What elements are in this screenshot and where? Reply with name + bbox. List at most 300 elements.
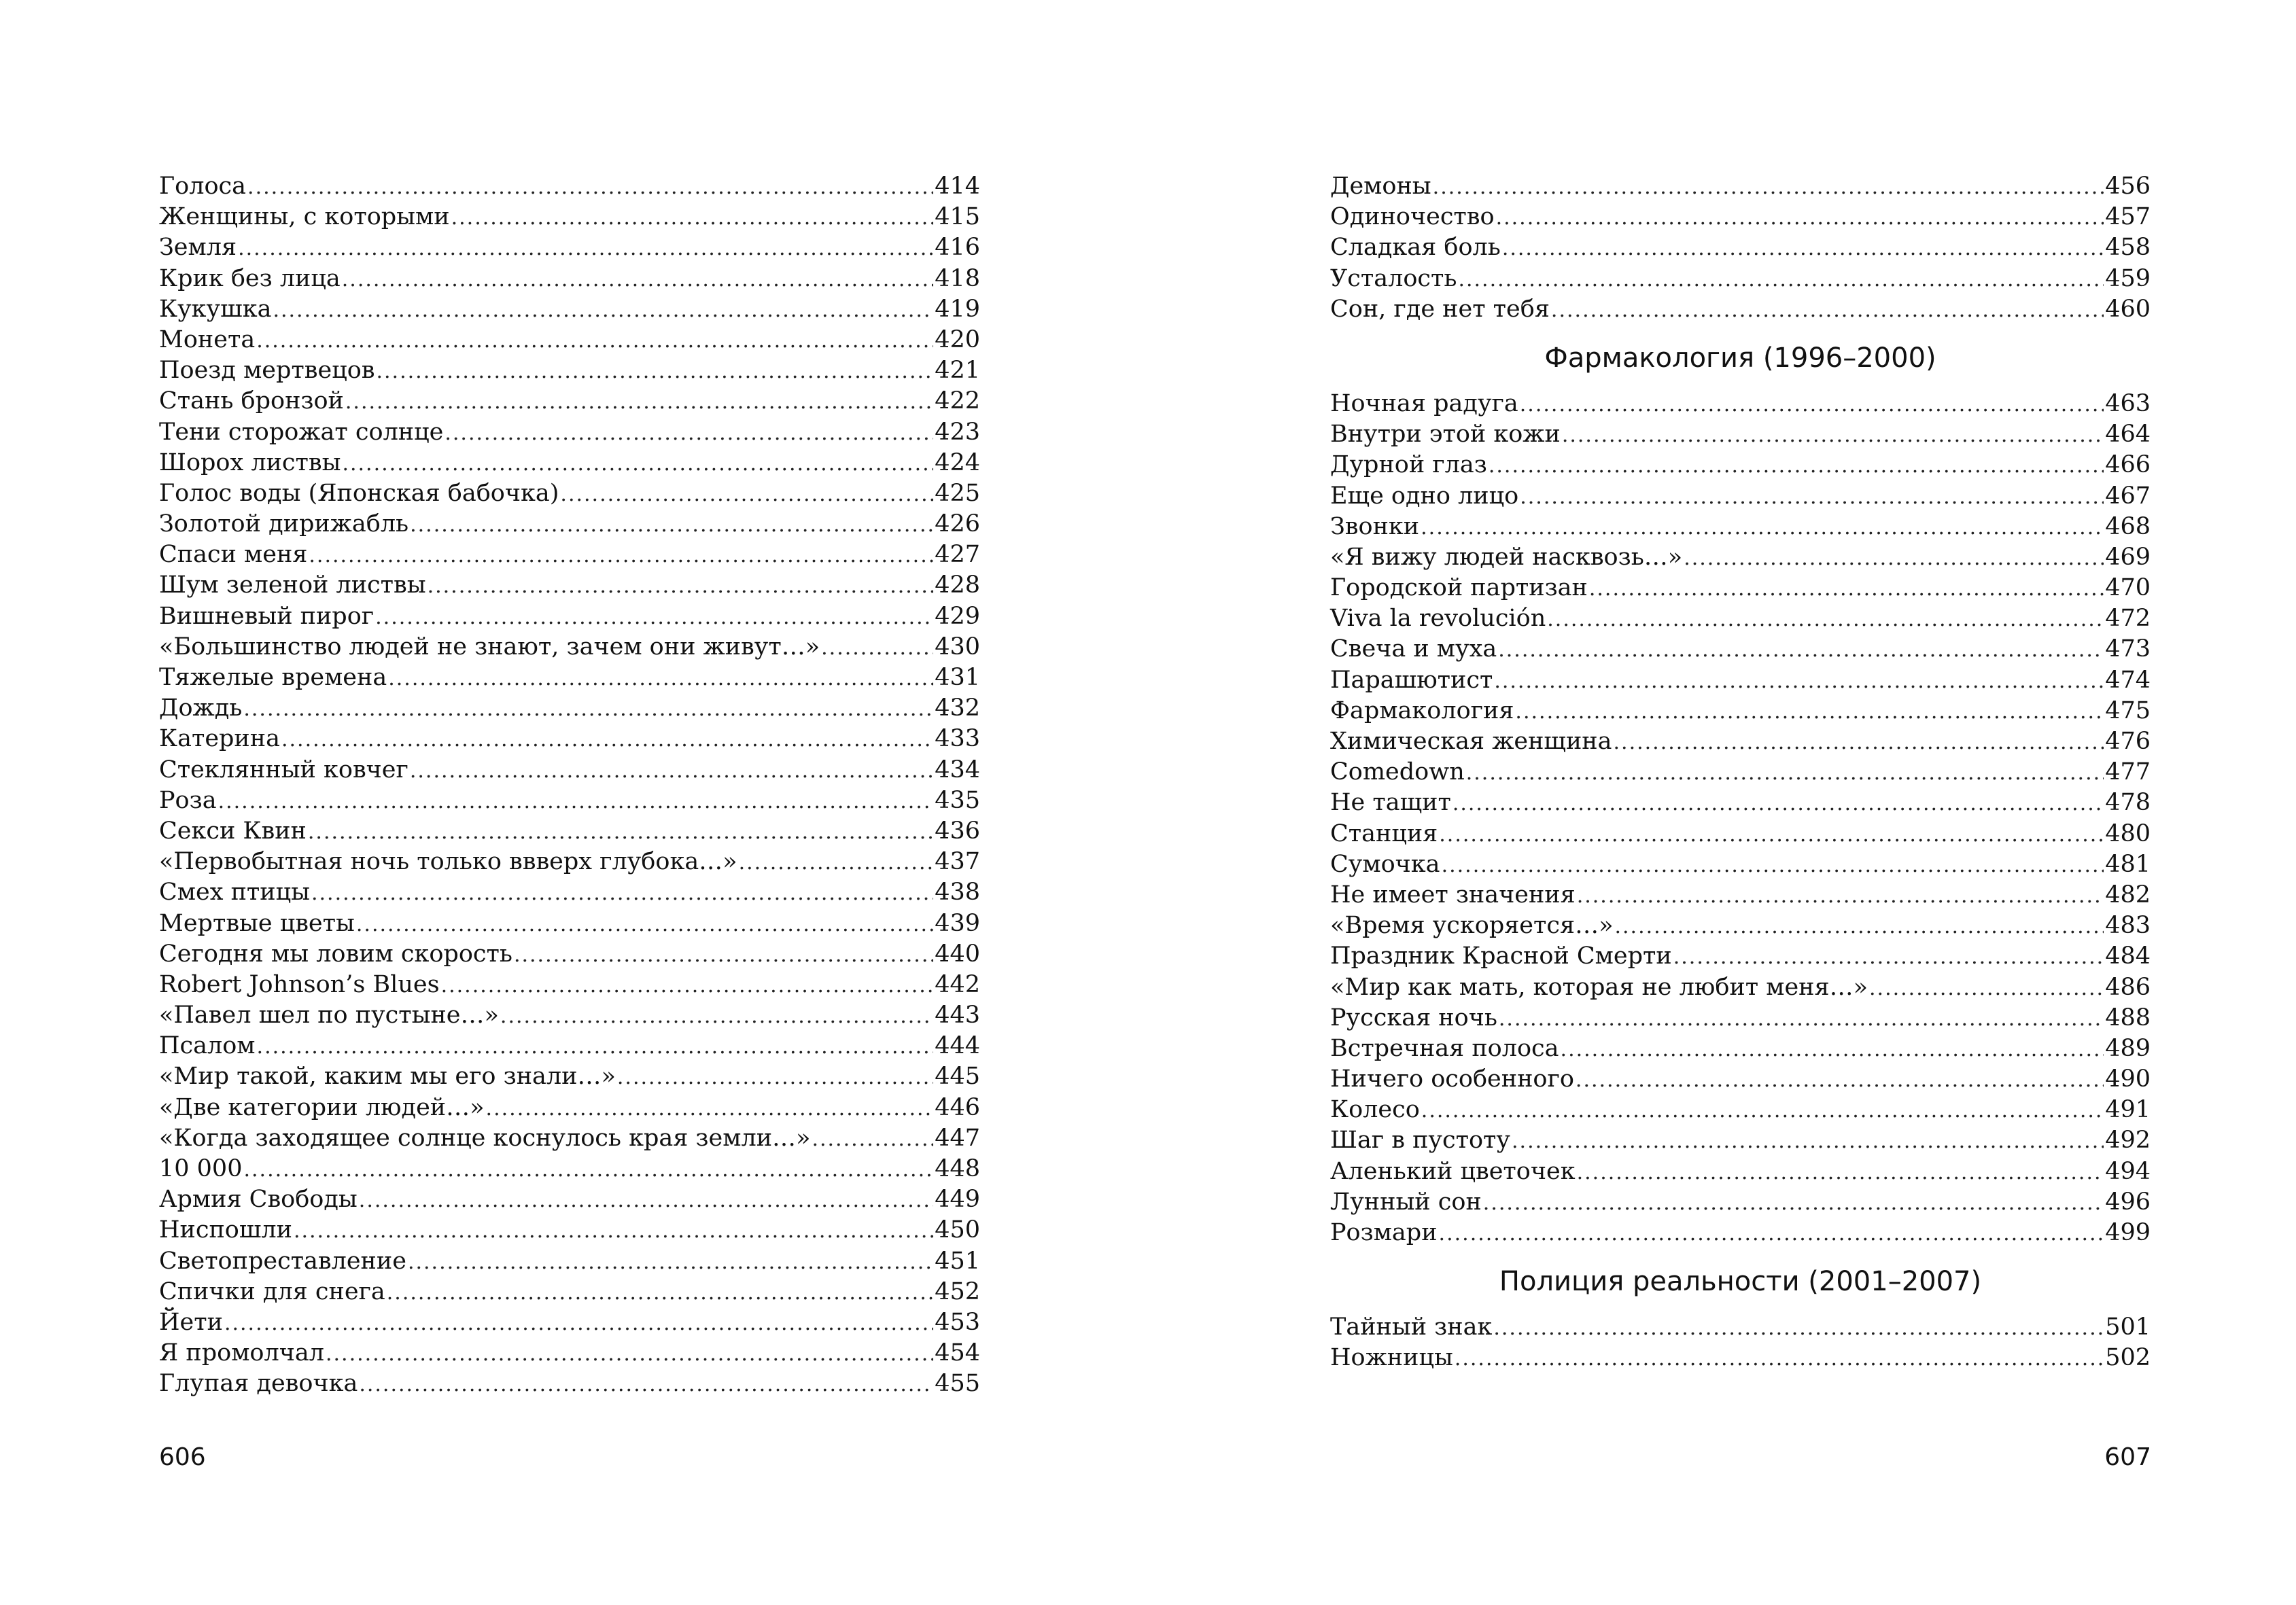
toc-entry [159, 294, 980, 325]
toc-entry-title: Монета [159, 325, 256, 353]
toc-entry-title: Стеклянный ковчег [159, 756, 408, 783]
dot-leader [1551, 295, 2104, 325]
dot-leader [308, 817, 933, 847]
toc-entry [1330, 542, 2151, 573]
toc-entry-page: 449 [935, 1186, 980, 1214]
toc-entry [1330, 202, 2151, 232]
dot-leader [238, 233, 933, 264]
toc-entry-title: Колесо [1330, 1096, 1420, 1124]
toc-entry [1330, 757, 2151, 788]
section-heading-pharmacology: Фармакология (1996–2000) [1544, 342, 1936, 374]
dot-leader [359, 1185, 933, 1216]
toc-entry-title: Шаг в пустоту [1330, 1127, 1511, 1154]
toc-entry [159, 939, 980, 970]
dot-leader [224, 1308, 933, 1339]
toc-entry [159, 1246, 980, 1277]
dot-leader [1577, 881, 2104, 911]
dot-leader [1493, 1313, 2104, 1343]
toc-entry-page: 427 [935, 541, 980, 569]
toc-entry-title: Городской партизан [1330, 574, 1588, 602]
toc-entry-page: 446 [935, 1093, 980, 1121]
toc-entry-title: Демоны [1330, 173, 1431, 200]
toc-entry-title: «Когда заходящее солнце коснулось края земли…» [159, 1124, 811, 1152]
dot-leader [1614, 911, 2104, 942]
toc-entry-title: Robert Johnson’s Blues [159, 970, 440, 998]
toc-entry-title: Глупая девочка [159, 1370, 358, 1398]
toc-entry-page: 483 [2105, 912, 2151, 940]
toc-entry-title: «Я вижу людей насквозь…» [1330, 543, 1683, 571]
dot-leader [359, 1369, 933, 1400]
toc-entry-page: 448 [935, 1155, 980, 1182]
dot-leader [1673, 942, 2104, 972]
toc-entry [159, 1000, 980, 1031]
toc-entry [1330, 788, 2151, 818]
dot-leader [1561, 1034, 2104, 1065]
toc-entry-page: 460 [2105, 295, 2151, 323]
dot-leader [1512, 1126, 2104, 1157]
toc-entry-page: 444 [935, 1032, 980, 1060]
toc-entry [159, 1184, 980, 1215]
toc-entry-title: Шум зеленой листвы [159, 571, 426, 599]
toc-entry-title: Русская ночь [1330, 1004, 1497, 1031]
toc-entry-title: «Первобытная ночь только ввверх глубока…» [159, 848, 737, 876]
section-heading-reality-police: Полиция реальности (2001–2007) [1499, 1266, 1982, 1298]
toc-entry [159, 540, 980, 570]
toc-entry-title: Ножницы [1330, 1344, 1453, 1372]
toc-entry-title: Внутри этой кожи [1330, 421, 1561, 448]
toc-entry [159, 693, 980, 724]
toc-entry-page: 440 [935, 940, 980, 968]
toc-entry [159, 877, 980, 908]
dot-leader [1499, 1004, 2104, 1034]
toc-entry [159, 601, 980, 632]
dot-leader [1453, 788, 2104, 819]
toc-entry-page: 451 [935, 1247, 980, 1275]
toc-entry [1330, 911, 2151, 941]
dot-leader [441, 970, 934, 1001]
toc-list-right-top [1330, 171, 2151, 325]
toc-entry-title: Станция [1330, 819, 1438, 847]
toc-entry [1330, 726, 2151, 757]
toc-entry-page: 454 [935, 1339, 980, 1367]
toc-entry-page: 499 [2105, 1219, 2151, 1246]
toc-entry-page: 415 [935, 203, 980, 231]
toc-entry-page: 455 [935, 1370, 980, 1398]
dot-leader [1496, 202, 2104, 233]
toc-entry-page: 489 [2105, 1034, 2151, 1062]
dot-leader [451, 202, 934, 233]
toc-entry [159, 1093, 980, 1123]
toc-entry [1330, 232, 2151, 263]
dot-leader [1502, 233, 2104, 264]
toc-entry-title: Viva la revolución [1330, 605, 1546, 633]
toc-entry-page: 496 [2105, 1188, 2151, 1216]
dot-leader [1576, 1065, 2104, 1095]
toc-entry-title: Сегодня мы ловим скорость [159, 940, 512, 968]
toc-entry-page: 450 [935, 1216, 980, 1244]
toc-entry-title: Розмари [1330, 1219, 1438, 1246]
toc-entry-title: Тяжелые времена [159, 664, 387, 691]
dot-leader [1614, 727, 2104, 758]
toc-entry-page: 447 [935, 1124, 980, 1152]
toc-entry [1330, 849, 2151, 880]
toc-entry-page: 435 [935, 786, 980, 814]
toc-entry-page: 488 [2105, 1004, 2151, 1031]
toc-entry [159, 1277, 980, 1307]
toc-entry-page: 438 [935, 879, 980, 906]
toc-entry [1330, 264, 2151, 294]
toc-entry [1330, 603, 2151, 634]
toc-entry-title: Секси Квин [159, 817, 307, 845]
toc-entry [159, 724, 980, 754]
toc-entry-title: Свеча и муха [1330, 635, 1497, 663]
dot-leader [281, 724, 933, 755]
toc-entry-title: «Мир такой, каким мы его знали…» [159, 1063, 616, 1091]
toc-entry-page: 456 [2105, 173, 2151, 200]
dot-leader [311, 878, 933, 909]
dot-leader [500, 1001, 933, 1031]
toc-entry-title: Фармакология [1330, 696, 1514, 724]
toc-entry-page: 433 [935, 725, 980, 753]
dot-leader [821, 633, 933, 663]
toc-entry-page: 452 [935, 1277, 980, 1305]
toc-entry-title: «Время ускоряется…» [1330, 912, 1614, 940]
toc-entry [1330, 171, 2151, 202]
toc-entry [1330, 1187, 2151, 1218]
toc-entry [159, 264, 980, 294]
toc-entry [159, 325, 980, 355]
dot-leader [410, 510, 933, 540]
toc-entry [159, 1154, 980, 1184]
toc-list-left [159, 171, 980, 1400]
toc-entry [1330, 634, 2151, 665]
toc-entry [1330, 573, 2151, 603]
toc-entry-page: 436 [935, 817, 980, 845]
toc-entry-title: Светопреставление [159, 1247, 406, 1275]
dot-leader [1547, 604, 2104, 635]
dot-leader [1439, 1218, 2104, 1249]
toc-entry [1330, 1312, 2151, 1343]
toc-entry-page: 414 [935, 173, 980, 200]
toc-entry [1330, 819, 2151, 849]
toc-entry-page: 421 [935, 357, 980, 385]
toc-entry-title: Звонки [1330, 512, 1420, 540]
toc-entry-page: 482 [2105, 881, 2151, 909]
dot-leader [1466, 758, 2104, 788]
toc-entry-title: Тайный знак [1330, 1313, 1493, 1341]
dot-leader [1458, 264, 2104, 295]
toc-entry [159, 570, 980, 601]
toc-entry-title: Йети [159, 1308, 223, 1336]
toc-entry [159, 509, 980, 540]
toc-entry-page: 428 [935, 571, 980, 599]
dot-leader [345, 387, 933, 417]
toc-entry [159, 1061, 980, 1092]
toc-entry-page: 464 [2105, 421, 2151, 448]
toc-entry [1330, 1095, 2151, 1125]
toc-entry-page: 459 [2105, 264, 2151, 292]
toc-entry-page: 492 [2105, 1127, 2151, 1154]
toc-entry [159, 232, 980, 263]
toc-entry-page: 486 [2105, 973, 2151, 1001]
toc-entry [1330, 880, 2151, 911]
toc-entry-page: 429 [935, 602, 980, 630]
toc-entry-title: Сладкая боль [1330, 234, 1501, 262]
toc-entry-page: 445 [935, 1063, 980, 1091]
toc-entry-title: Одиночество [1330, 203, 1495, 231]
toc-entry-page: 457 [2105, 203, 2151, 231]
dot-leader [1483, 1188, 2104, 1218]
toc-entry-page: 434 [935, 756, 980, 783]
toc-entry-title: Земля [159, 234, 237, 262]
toc-entry [159, 1031, 980, 1061]
toc-entry-title: Тени сторожат солнце [159, 418, 444, 446]
dot-leader [445, 418, 933, 448]
toc-entry-page: 443 [935, 1002, 980, 1029]
toc-entry-title: Спаси меня [159, 541, 308, 569]
toc-entry [1330, 1157, 2151, 1187]
toc-entry-title: Спички для снега [159, 1277, 385, 1305]
dot-leader [356, 909, 933, 940]
toc-entry-title: Крик без лица [159, 264, 341, 292]
dot-leader [326, 1339, 933, 1369]
toc-entry [1330, 1034, 2151, 1064]
toc-entry-page: 423 [935, 418, 980, 446]
toc-entry-title: Золотой дирижабль [159, 510, 409, 538]
toc-entry [1330, 294, 2151, 325]
dot-leader [1520, 482, 2104, 512]
dot-leader [1498, 635, 2104, 665]
toc-entry-title: Парашютист [1330, 666, 1493, 694]
dot-leader [1439, 819, 2104, 850]
toc-entry [1330, 450, 2151, 480]
toc-entry-title: «Павел шел по пустыне…» [159, 1002, 499, 1029]
toc-entry-page: 469 [2105, 543, 2151, 571]
toc-entry-page: 478 [2105, 789, 2151, 817]
toc-entry-page: 453 [935, 1308, 980, 1336]
toc-entry-title: Дождь [159, 694, 243, 722]
toc-entry-title: Праздник Красной Смерти [1330, 942, 1672, 970]
dot-leader [1562, 420, 2104, 451]
dot-leader [1494, 666, 2104, 696]
toc-entry-page: 430 [935, 633, 980, 660]
toc-entry [159, 755, 980, 786]
dot-leader [342, 448, 933, 479]
toc-entry-title: «Мир как мать, которая не любит меня…» [1330, 973, 1868, 1001]
toc-entry [159, 1369, 980, 1399]
toc-entry-page: 468 [2105, 512, 2151, 540]
toc-entry-title: Не имеет значения [1330, 881, 1576, 909]
dot-leader [375, 602, 933, 633]
toc-entry-title: Аленький цветочек [1330, 1157, 1576, 1185]
toc-entry [159, 632, 980, 663]
toc-entry [159, 847, 980, 877]
toc-entry-title: Голоса [159, 173, 247, 200]
toc-entry-title: Я промолчал [159, 1339, 324, 1367]
toc-entry-title: Химическая женщина [1330, 728, 1612, 755]
dot-leader [309, 540, 933, 571]
dot-leader [1577, 1157, 2104, 1188]
dot-leader [376, 356, 933, 387]
dot-leader [1421, 512, 2104, 543]
toc-entry-page: 472 [2105, 605, 2151, 633]
toc-entry [1330, 665, 2151, 696]
toc-entry-title: Не тащит [1330, 789, 1451, 817]
toc-entry-title: «Две категории людей…» [159, 1093, 485, 1121]
dot-leader [342, 264, 933, 295]
dot-leader [256, 325, 933, 356]
toc-entry-page: 439 [935, 909, 980, 937]
toc-entry-title: «Большинство людей не знают, зачем они живут…» [159, 633, 820, 660]
toc-entry-page: 467 [2105, 482, 2151, 510]
toc-entry [1330, 941, 2151, 972]
dot-leader [1489, 451, 2104, 481]
toc-entry-page: 476 [2105, 728, 2151, 755]
toc-entry-title: Мертвые цветы [159, 909, 355, 937]
toc-entry [159, 171, 980, 202]
toc-entry [159, 909, 980, 939]
toc-entry [1330, 1218, 2151, 1248]
toc-entry-title: Сумочка [1330, 850, 1440, 878]
toc-entry [1330, 512, 2151, 542]
toc-entry-page: 481 [2105, 850, 2151, 878]
toc-entry [1330, 1003, 2151, 1034]
toc-list-pharmacology [1330, 389, 2151, 1248]
toc-entry [1330, 696, 2151, 726]
dot-leader [243, 694, 933, 724]
dot-leader [218, 786, 934, 817]
toc-entry [1330, 1343, 2151, 1373]
toc-entry [159, 417, 980, 448]
page-number-left: 606 [159, 1443, 206, 1471]
dot-leader [812, 1124, 933, 1154]
toc-entry [159, 786, 980, 816]
toc-entry-title: Встречная полоса [1330, 1034, 1559, 1062]
toc-entry-page: 466 [2105, 451, 2151, 479]
toc-entry-page: 502 [2105, 1344, 2151, 1372]
toc-entry-page: 490 [2105, 1065, 2151, 1093]
dot-leader [739, 847, 934, 878]
toc-entry-title: Ночная радуга [1330, 389, 1518, 417]
toc-entry-title: Ничего особенного [1330, 1065, 1574, 1093]
toc-entry [1330, 1125, 2151, 1156]
toc-entry-page: 477 [2105, 758, 2151, 786]
toc-entry-page: 437 [935, 848, 980, 876]
toc-entry-title: Поезд мертвецов [159, 357, 375, 385]
toc-entry-page: 418 [935, 264, 980, 292]
dot-leader [387, 1277, 933, 1308]
dot-leader [294, 1216, 933, 1246]
dot-leader [257, 1031, 934, 1062]
dot-leader [1455, 1343, 2104, 1374]
toc-entry-title: Катерина [159, 725, 280, 753]
dot-leader [408, 1247, 933, 1277]
dot-leader [560, 479, 933, 510]
toc-entry-title: Женщины, с которыми [159, 203, 450, 231]
toc-entry-title: Голос воды (Японская бабочка) [159, 479, 559, 507]
toc-entry-page: 475 [2105, 696, 2151, 724]
toc-entry [159, 202, 980, 232]
toc-entry-title: Кукушка [159, 295, 272, 323]
dot-leader [617, 1062, 933, 1093]
toc-entry-title: Comedown [1330, 758, 1465, 786]
toc-entry [1330, 1064, 2151, 1095]
dot-leader [1869, 973, 2104, 1004]
toc-entry [159, 355, 980, 386]
dot-leader [486, 1093, 934, 1124]
toc-entry-page: 425 [935, 479, 980, 507]
dot-leader [428, 571, 934, 601]
toc-entry [159, 816, 980, 847]
toc-entry [1330, 972, 2151, 1003]
dot-leader [410, 756, 933, 786]
toc-entry-title: 10 000 [159, 1155, 243, 1182]
toc-entry-title: Вишневый пирог [159, 602, 375, 630]
toc-entry-title: Стань бронзой [159, 387, 344, 415]
toc-entry-title: Еще одно лицо [1330, 482, 1519, 510]
toc-entry-page: 416 [935, 234, 980, 262]
toc-entry-page: 431 [935, 664, 980, 691]
toc-entry [159, 1123, 980, 1154]
toc-entry [159, 386, 980, 417]
toc-entry [159, 970, 980, 1000]
toc-entry-page: 474 [2105, 666, 2151, 694]
toc-entry [1330, 481, 2151, 512]
toc-entry-title: Смех птицы [159, 879, 310, 906]
toc-entry-page: 426 [935, 510, 980, 538]
dot-leader [1589, 574, 2104, 604]
toc-entry-page: 432 [935, 694, 980, 722]
dot-leader [1520, 389, 2104, 420]
toc-entry-page: 419 [935, 295, 980, 323]
toc-entry-page: 420 [935, 325, 980, 353]
toc-entry-page: 463 [2105, 389, 2151, 417]
toc-entry-page: 422 [935, 387, 980, 415]
page-number-right: 607 [2104, 1443, 2151, 1471]
toc-entry-title: Усталость [1330, 264, 1457, 292]
toc-entry-title: Лунный сон [1330, 1188, 1482, 1216]
dot-leader [247, 172, 933, 202]
toc-entry [159, 1215, 980, 1246]
toc-entry-page: 484 [2105, 942, 2151, 970]
toc-column-right [1330, 171, 2151, 1374]
toc-entry-title: Роза [159, 786, 217, 814]
toc-entry [159, 1338, 980, 1369]
toc-entry [159, 478, 980, 509]
toc-entry-page: 442 [935, 970, 980, 998]
toc-entry [1330, 419, 2151, 450]
toc-entry [159, 448, 980, 478]
toc-entry-title: Сон, где нет тебя [1330, 295, 1550, 323]
toc-entry-page: 470 [2105, 574, 2151, 602]
toc-entry [159, 663, 980, 693]
toc-entry-page: 494 [2105, 1157, 2151, 1185]
dot-leader [1515, 696, 2104, 727]
toc-entry-page: 424 [935, 448, 980, 476]
dot-leader [1421, 1095, 2104, 1126]
toc-entry-title: Армия Свободы [159, 1186, 358, 1214]
dot-leader [388, 663, 933, 694]
dot-leader [243, 1154, 933, 1185]
toc-entry-title: Ниспошли [159, 1216, 292, 1244]
toc-entry-page: 473 [2105, 635, 2151, 663]
toc-entry-title: Псалом [159, 1032, 256, 1060]
toc-entry-page: 491 [2105, 1096, 2151, 1124]
toc-entry [1330, 389, 2151, 419]
dot-leader [1684, 543, 2104, 574]
toc-entry-page: 480 [2105, 819, 2151, 847]
toc-entry [159, 1307, 980, 1338]
